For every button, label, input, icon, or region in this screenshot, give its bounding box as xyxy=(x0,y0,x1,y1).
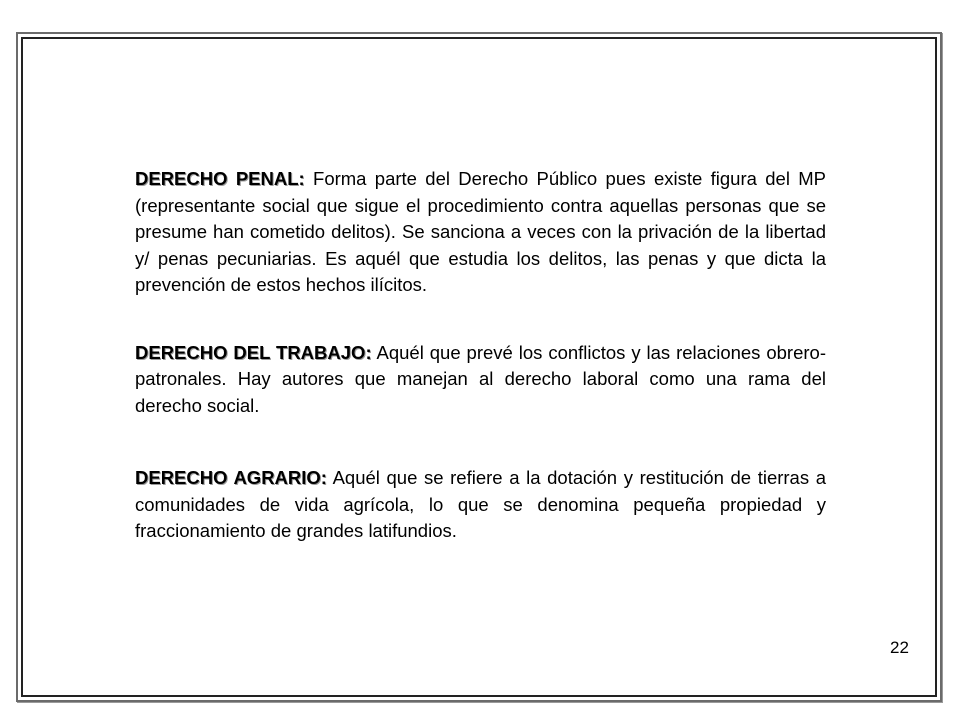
definition-derecho-penal: Forma parte del Derecho Público pues existe figura del MP (representante social que sigue el procedimiento contra aquellas personas que se presume han cometido delitos). Se sanciona a veces con la privación de la libertad y/ penas pecuniarias. Es aquél que estudia los delitos, las penas y que dicta la prevención de estos hechos ilícitos. xyxy=(135,168,826,295)
paragraph-derecho-agrario xyxy=(135,465,826,545)
paragraph-derecho-penal xyxy=(135,166,826,299)
definition-derecho-agrario: Aquél que se refiere a la dotación y restitución de tierras a comunidades de vida agrícola, lo que se denomina pequeña propiedad y fraccionamiento de grandes latifundios. xyxy=(135,467,827,541)
term-derecho-agrario: DERECHO AGRARIO: xyxy=(135,467,327,488)
paragraph-derecho-del-trabajo xyxy=(135,340,826,420)
page-number: 22 xyxy=(890,638,909,657)
document-body xyxy=(135,166,826,545)
term-derecho-penal: DERECHO PENAL: xyxy=(135,168,305,189)
term-derecho-del-trabajo: DERECHO DEL TRABAJO: xyxy=(135,341,372,363)
definition-derecho-del-trabajo: Aquél que prevé los conflictos y las relaciones obrero-patronales. Hay autores que manejan al derecho laboral como una rama del derecho social. xyxy=(135,341,826,416)
